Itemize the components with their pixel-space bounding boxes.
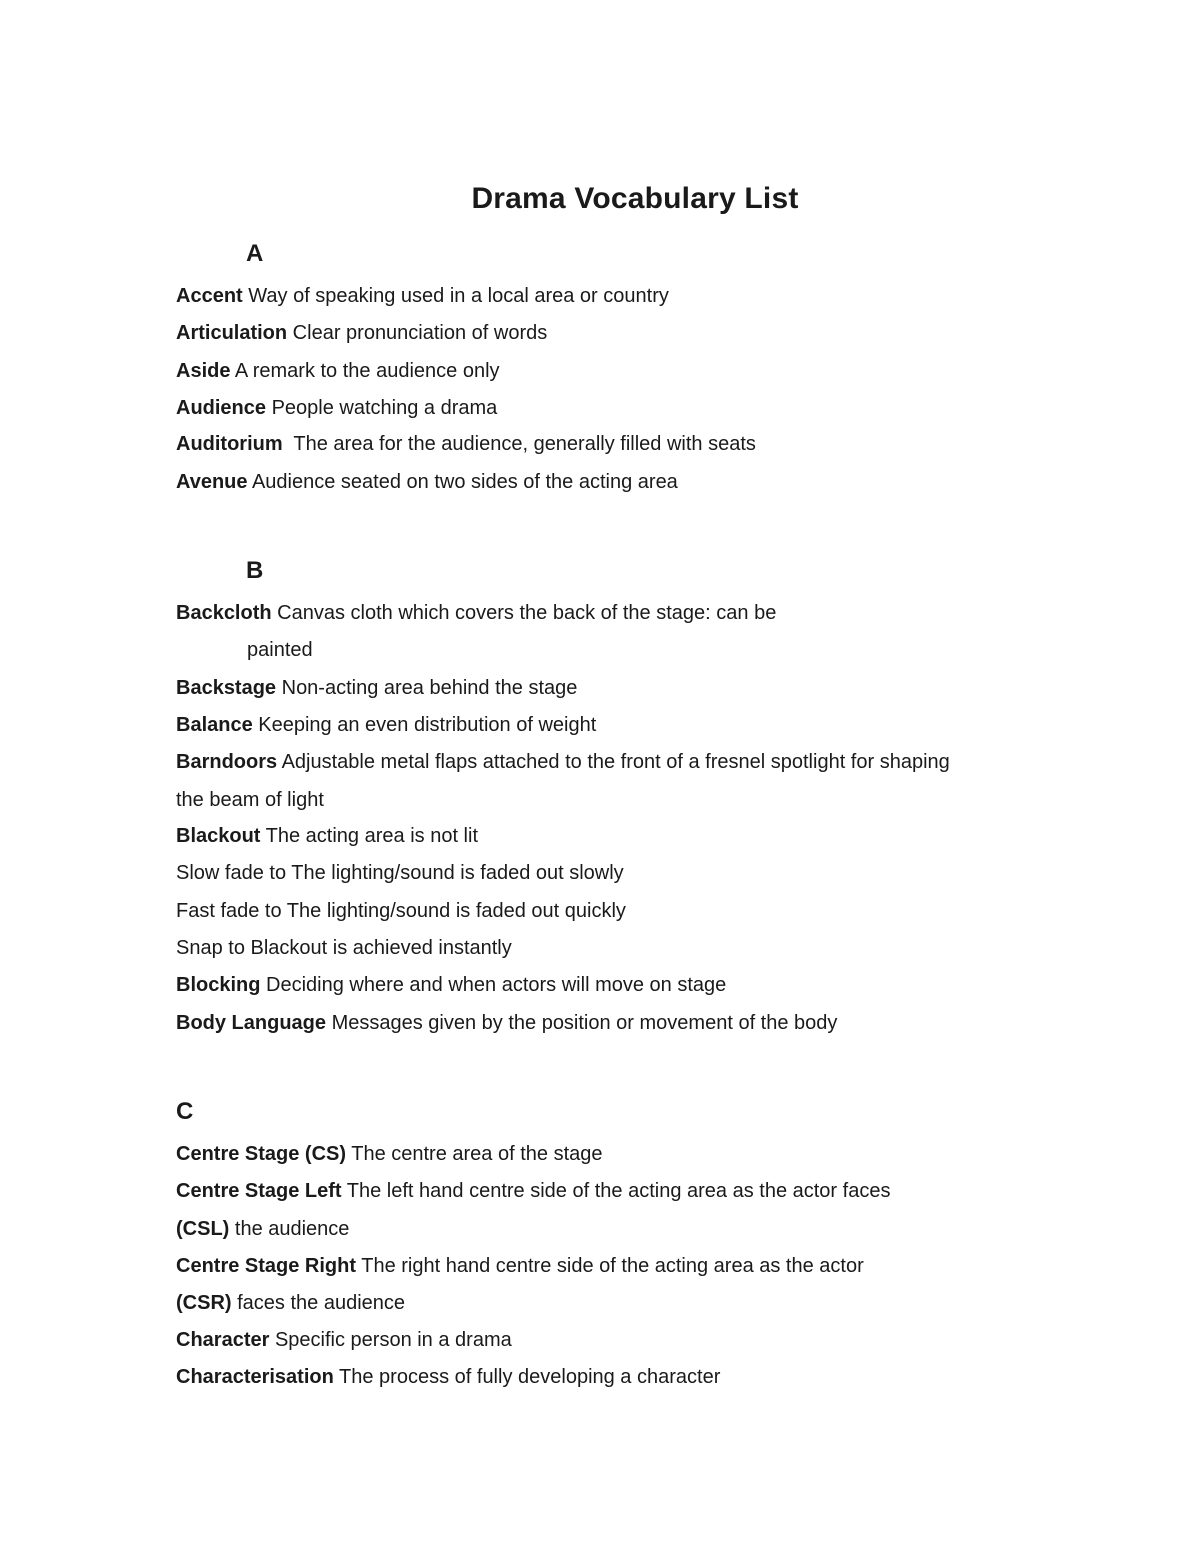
vocab-definition: The acting area is not lit (260, 825, 478, 847)
vocab-definition: Fast fade to The lighting/sound is faded out quickly (176, 900, 626, 922)
vocab-definition: Deciding where and when actors will move on stage (260, 974, 727, 996)
vocab-term: Characterisation (176, 1366, 334, 1388)
vocab-definition: Adjustable metal flaps attached to the front of a fresnel spotlight for shaping (277, 751, 950, 773)
vocab-term: Centre Stage Left (176, 1180, 342, 1202)
vocab-term: Articulation (176, 322, 288, 344)
section-heading-c: C (176, 1098, 194, 1125)
vocab-entry (176, 935, 512, 961)
vocab-definition: People watching a drama (266, 397, 498, 419)
section-heading-b: B (246, 557, 264, 584)
vocab-entry (176, 600, 776, 626)
vocab-definition: The area for the audience, generally filled with seats (282, 433, 756, 455)
vocab-entry (176, 1253, 864, 1279)
vocab-term: Aside (176, 360, 231, 382)
vocab-term: Backstage (176, 677, 277, 699)
vocab-definition: The centre area of the stage (346, 1143, 603, 1165)
vocab-term: Audience (176, 397, 267, 419)
vocab-definition: The left hand centre side of the acting area as the actor faces (341, 1180, 891, 1202)
vocab-definition: Snap to Blackout is achieved instantly (176, 937, 512, 959)
vocab-term: Centre Stage Right (176, 1255, 357, 1277)
vocab-entry (176, 1364, 720, 1390)
vocab-definition: the beam of light (176, 789, 324, 811)
vocab-definition: Messages given by the position or movement of the body (326, 1012, 838, 1034)
vocab-term: Avenue (176, 471, 248, 493)
vocab-term: (CSR) (176, 1292, 232, 1314)
vocab-entry (176, 320, 547, 346)
section-heading-a: A (246, 240, 264, 267)
vocab-definition: Way of speaking used in a local area or country (242, 285, 669, 307)
vocab-definition: Keeping an even distribution of weight (252, 714, 597, 736)
vocab-definition: Canvas cloth which covers the back of the stage: can be (271, 602, 777, 624)
vocab-definition: faces the audience (231, 1292, 406, 1314)
vocab-entry (176, 395, 497, 421)
vocab-entry (176, 1010, 837, 1036)
vocab-definition: Slow fade to The lighting/sound is faded out slowly (176, 862, 624, 884)
vocab-term: Body Language (176, 1012, 327, 1034)
vocab-term: Backcloth (176, 602, 272, 624)
vocab-definition: A remark to the audience only (230, 360, 500, 382)
vocab-entry (176, 898, 626, 924)
vocab-term: Character (176, 1329, 270, 1351)
vocab-entry (176, 358, 500, 384)
vocab-entry-continuation (176, 787, 324, 813)
vocab-entry (176, 1141, 603, 1167)
vocab-definition: the audience (229, 1218, 350, 1240)
page-title: Drama Vocabulary List (471, 182, 799, 215)
vocab-term: Accent (176, 285, 243, 307)
vocab-entry (176, 972, 726, 998)
vocab-definition: Clear pronunciation of words (287, 322, 548, 344)
vocab-definition: Non-acting area behind the stage (276, 677, 578, 699)
vocab-definition: The process of fully developing a character (333, 1366, 721, 1388)
vocab-entry (176, 823, 478, 849)
vocab-term: Blocking (176, 974, 261, 996)
vocab-entry (176, 712, 596, 738)
vocab-entry (176, 1290, 405, 1316)
vocab-definition: The right hand centre side of the acting area as the actor (356, 1255, 864, 1277)
vocab-entry-continuation (247, 637, 313, 663)
vocab-term: Balance (176, 714, 253, 736)
vocab-entry (176, 431, 756, 457)
vocab-term: Barndoors (176, 751, 278, 773)
vocab-term: Auditorium (176, 433, 283, 455)
vocab-entry (176, 283, 669, 309)
vocab-entry (176, 860, 624, 886)
vocab-entry (176, 675, 577, 701)
vocab-term: Blackout (176, 825, 261, 847)
vocab-entry (176, 469, 678, 495)
vocab-term: (CSL) (176, 1218, 230, 1240)
vocab-entry (176, 1327, 512, 1353)
vocab-definition: Audience seated on two sides of the acting area (247, 471, 678, 493)
vocab-definition: Specific person in a drama (269, 1329, 512, 1351)
vocab-entry (176, 1216, 349, 1242)
vocab-definition: painted (247, 639, 313, 661)
vocab-term: Centre Stage (CS) (176, 1143, 347, 1165)
vocab-entry (176, 1178, 890, 1204)
vocab-entry (176, 749, 950, 775)
